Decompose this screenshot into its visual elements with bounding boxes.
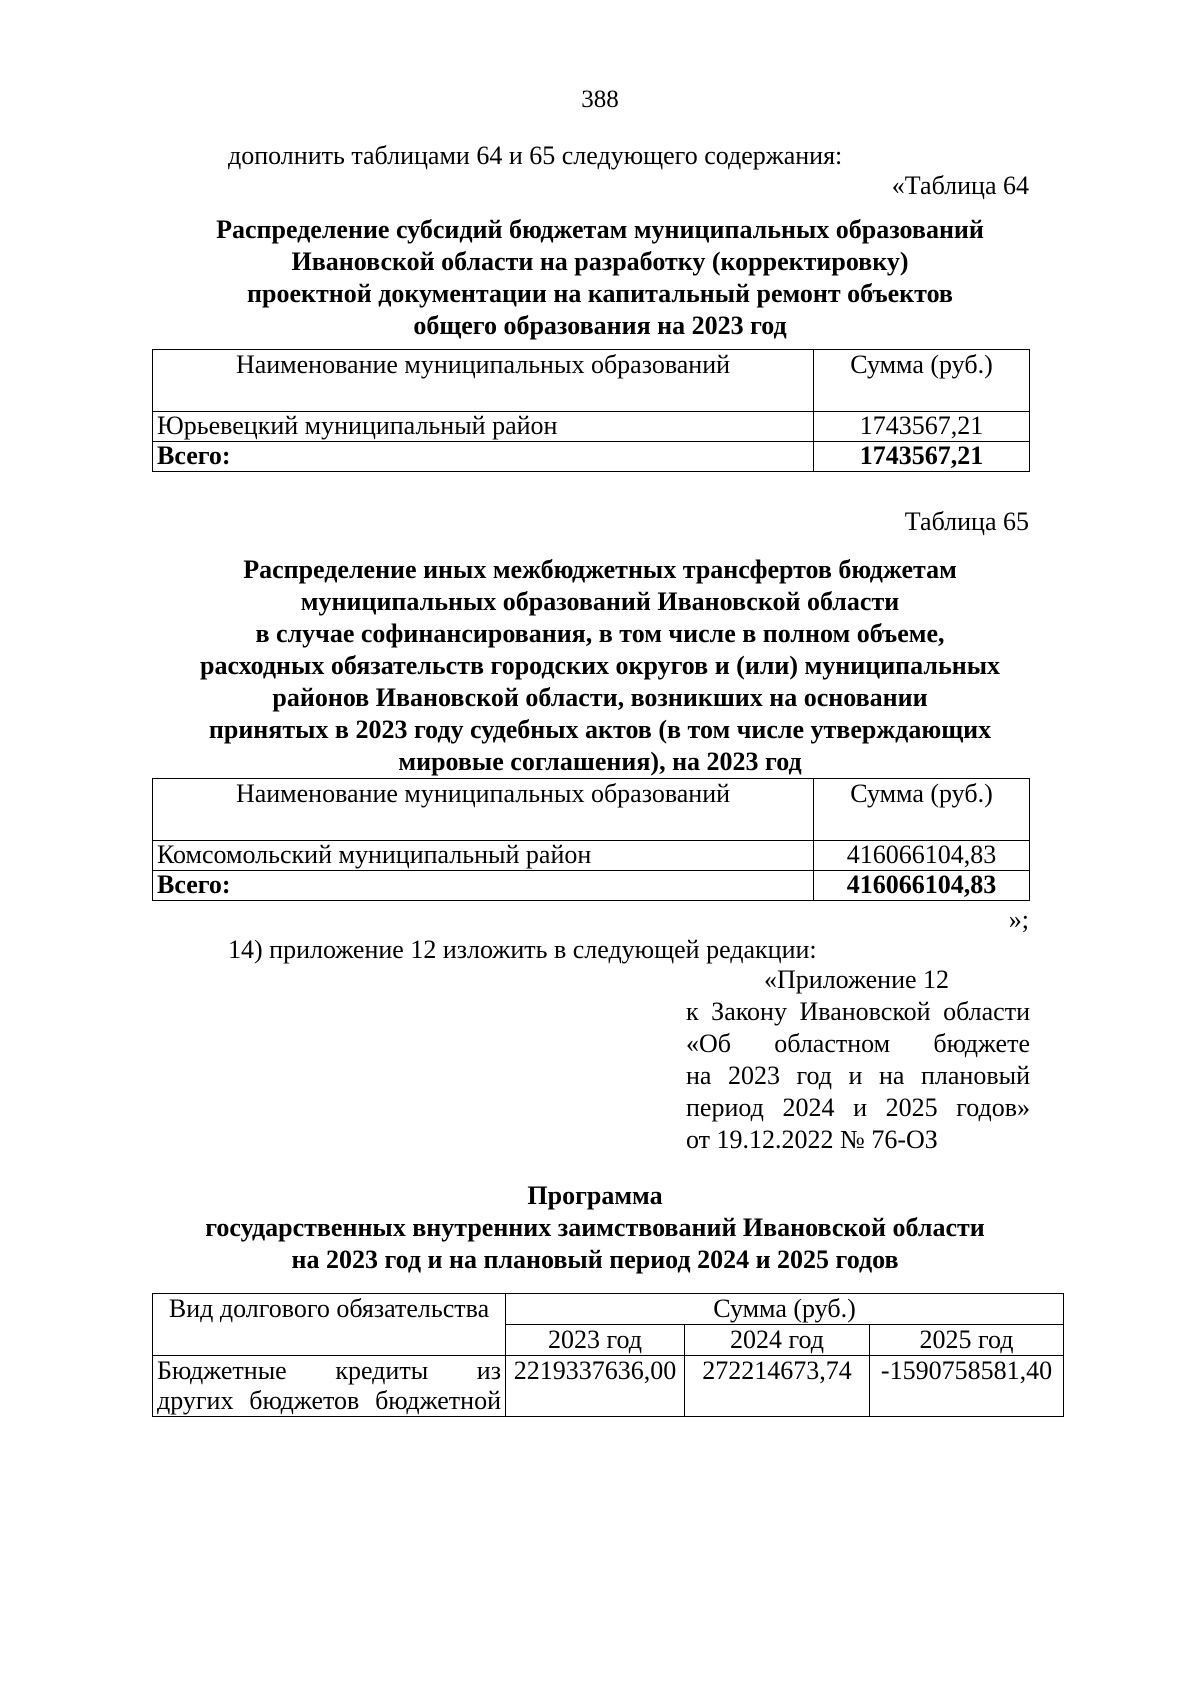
table-total-row [153,871,1030,901]
row-type-line: других бюджетов бюджетной [157,1386,501,1415]
program-title-line: Программа [527,1181,663,1210]
table64-title-line: проектной документации на капитальный ремонт объектов [247,279,953,308]
col-header-sum: Сумма (руб.) [814,350,1030,412]
table-row [153,1356,1064,1417]
table-header-row [153,350,1030,412]
table65-title-line: мировые соглашения), на 2023 год [398,747,802,776]
total-sum: 416066104,83 [814,871,1030,901]
value-2025: -1590758581,40 [870,1356,1064,1417]
program-title-line: на 2023 год и на плановый период 2024 и 2025 годов [291,1245,899,1274]
appendix-line: период 2024 и 2025 годов» [686,1093,1030,1122]
col-year-2025: 2025 год [870,1325,1064,1356]
total-label: Всего: [153,442,814,472]
appendix-reference [686,996,1030,1124]
table65-title-line: принятых в 2023 году судебных актов (в том числе утверждающих [208,715,992,744]
col-year-2024: 2024 год [685,1325,870,1356]
table64-title-line: общего образования на 2023 год [413,311,787,340]
appendix-heading: «Приложение 12 [764,965,950,994]
table65-title-line: расходных обязательств городских округов и (или) муниципальных [199,651,1001,680]
row-name: Юрьевецкий муниципальный район [153,412,814,442]
row-type-line: Бюджетные кредиты из [157,1356,501,1385]
intro-paragraph: дополнить таблицами 64 и 65 следующего содержания: [228,141,843,170]
table-header-row [153,779,1030,841]
row-sum: 1743567,21 [814,412,1030,442]
table-total-row [153,442,1030,472]
appendix-date: от 19.12.2022 № 76-ОЗ [686,1125,938,1154]
program-title-line: государственных внутренних заимствований Ивановской области [205,1213,985,1242]
col-header-name: Наименование муниципальных образований [153,779,814,841]
table65-title-line: районов Ивановской области, возникших на основании [272,683,928,712]
table64-title [150,214,1050,342]
appendix-line: «Об областном бюджете [686,1029,1030,1058]
table65-title [150,554,1050,778]
item14-paragraph: 14) приложение 12 изложить в следующей редакции: [228,935,817,964]
page-number: 388 [581,86,619,113]
table65 [152,778,1030,901]
table64-label: «Таблица 64 [891,171,1029,200]
row-name: Комсомольский муниципальный район [153,841,814,871]
table65-title-line: Распределение иных межбюджетных трансфертов бюджетам [243,555,957,584]
total-sum: 1743567,21 [814,442,1030,472]
table64 [152,349,1030,472]
col-header-name: Наименование муниципальных образований [153,350,814,412]
table65-title-line: муниципальных образований Ивановской области [300,587,900,616]
program-table [152,1293,1064,1417]
table65-title-line: в случае софинансирования, в том числе в полном объеме, [255,619,945,648]
value-2024: 272214673,74 [685,1356,870,1417]
appendix-line: к Закону Ивановской области [686,997,1030,1026]
total-label: Всего: [153,871,814,901]
table64-title-line: Ивановской области на разработку (корректировку) [291,247,909,276]
value-2023: 2219337636,00 [506,1356,685,1417]
table65-label: Таблица 65 [904,507,1029,536]
table-header-row [153,1294,1064,1325]
appendix-line: на 2023 год и на плановый [686,1061,1030,1090]
col-header-sum: Сумма (руб.) [814,779,1030,841]
program-title [100,1180,1090,1276]
table64-title-line: Распределение субсидий бюджетам муниципальных образований [216,215,984,244]
col-header-sum: Сумма (руб.) [506,1294,1064,1325]
col-header-type: Вид долгового обязательства [153,1294,506,1356]
row-type [153,1356,506,1417]
row-sum: 416066104,83 [814,841,1030,871]
table-row [153,841,1030,871]
closing-quote: »; [1008,905,1029,934]
table-row [153,412,1030,442]
col-year-2023: 2023 год [506,1325,685,1356]
